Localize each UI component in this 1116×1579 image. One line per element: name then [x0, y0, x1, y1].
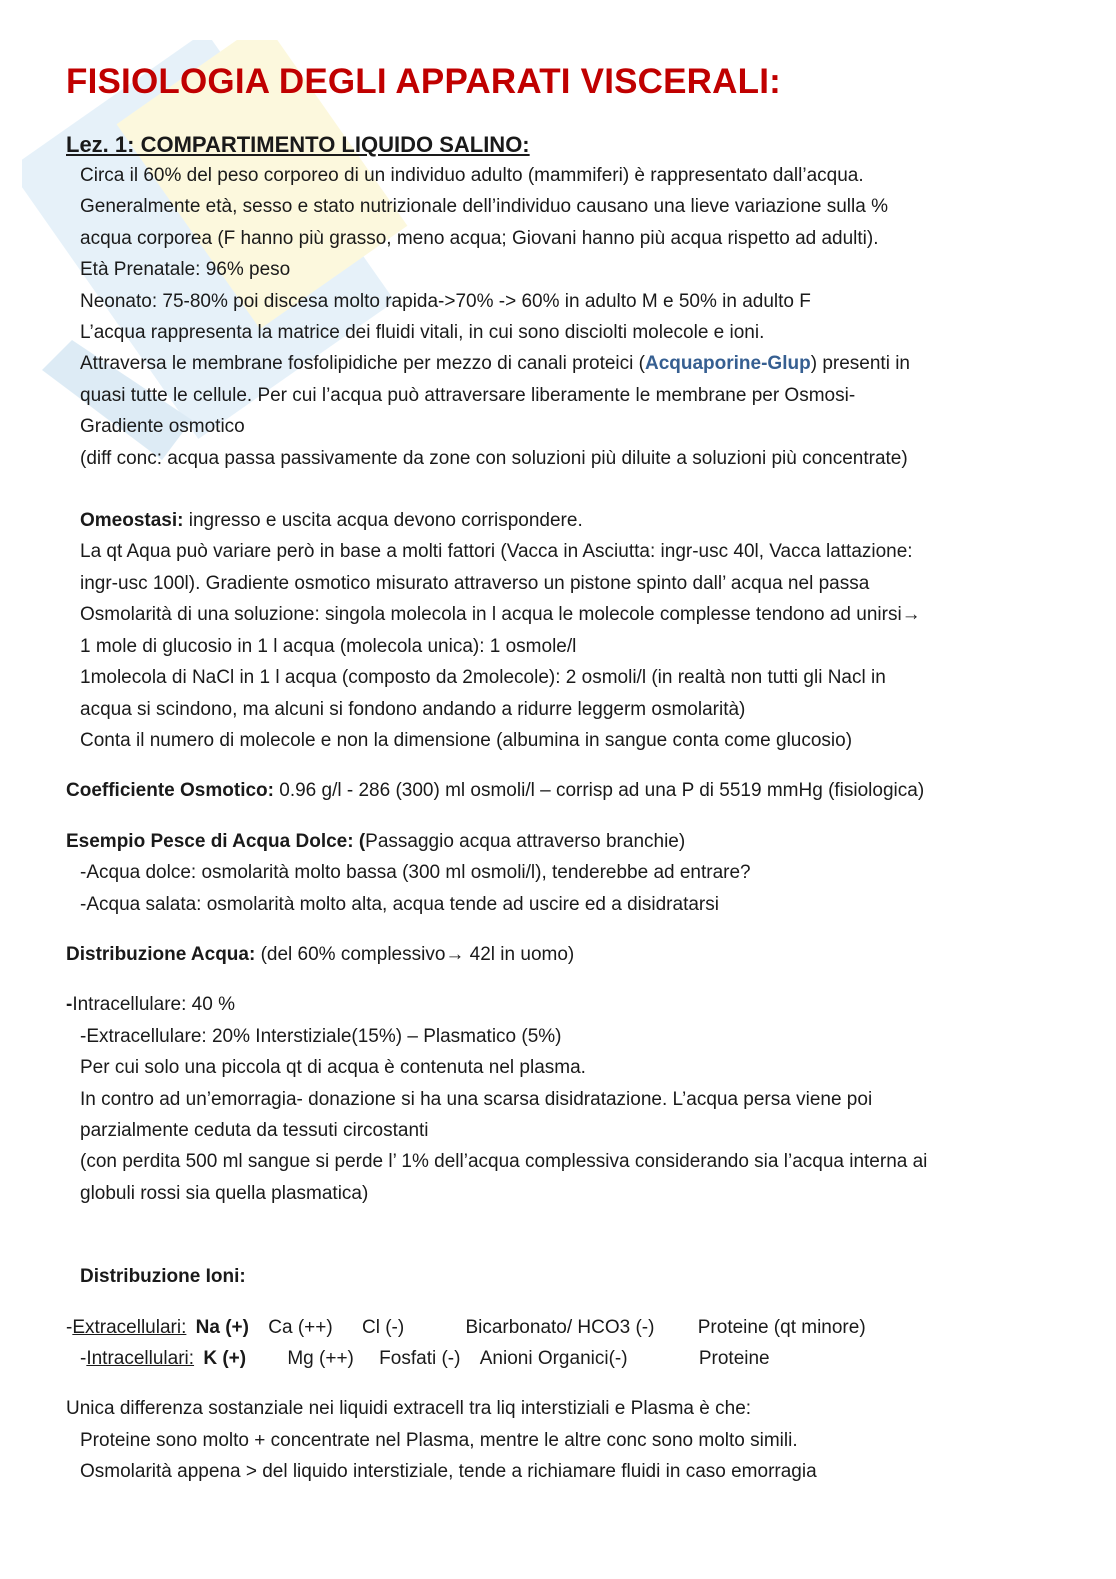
intracellulari-dash: - — [80, 1348, 87, 1369]
membrane-before: Attraversa le membrane fosfolipidiche per mezzo di canali proteici ( — [80, 353, 645, 375]
ioni-heading-text: Distribuzione Ioni: — [80, 1266, 246, 1288]
omeostasi-detail: ingr-usc 100l). Gradiente osmotico misurato attraverso un pistone spinto dall’ acqua nel passa — [80, 572, 870, 594]
omeostasi-detail: 1molecola di NaCl in 1 l acqua (composto da 2molecole): 2 osmoli/l (in realtà non tutti gli Nacl in — [80, 667, 886, 689]
coefficiente-text: 0.96 g/l - 286 (300) ml osmoli/l – corrisp ad una P di 5519 mmHg (fisiologica) — [273, 780, 925, 802]
distribuzione-detail: Per cui solo una piccola qt di acqua è contenuta nel plasma. — [80, 1057, 586, 1079]
intro-section — [66, 160, 1016, 756]
ion-k: K (+) — [203, 1348, 247, 1369]
intracellulari-row — [66, 1343, 1016, 1374]
extracellulari-row — [66, 1312, 1016, 1343]
intracellulare-text: Intracellulare: 40 % — [72, 994, 235, 1016]
extracellulari-label: Extracellulari: — [72, 1316, 187, 1338]
distribuzione-text: (del 60% complessivo→ 42l in uomo) — [255, 943, 575, 965]
omeostasi-detail: acqua si scindono, ma alcuni si fondono andando a ridurre leggerm osmolarità) — [80, 698, 746, 720]
distribuzione-detail: In contro ad un’emorragia- donazione si ha una scarsa disidratazione. L’acqua persa viene poi — [80, 1088, 873, 1110]
ion-na: Na (+) — [195, 1316, 249, 1338]
extracellulari-dash: - — [66, 1316, 73, 1338]
ion-anioni: Anioni Organici(-) — [479, 1348, 628, 1369]
proteine-extra: Proteine (qt minore) — [697, 1316, 866, 1338]
ion-fosfati: Fosfati (-) — [379, 1348, 461, 1369]
lesson-heading: Lez. 1: COMPARTIMENTO LIQUIDO SALINO: — [66, 132, 530, 157]
omeostasi-detail: Osmolarità di una soluzione: singola molecola in l acqua le molecole complesse tendono ad unirsi→ — [80, 604, 921, 626]
proteine-intra: Proteine — [698, 1348, 770, 1369]
omeostasi-detail: Conta il numero di molecole e non la dimensione (albumina in sangue conta come glucosio) — [80, 729, 853, 751]
membrane-line: Gradiente osmotico — [80, 416, 245, 438]
omeostasi-detail: La qt Aqua può variare però in base a molti fattori (Vacca in Asciutta: ingr-usc 40l, Vacca lattazione: — [80, 541, 913, 563]
membrane-line: (diff conc: acqua passa passivamente da zone con soluzioni più diluite a soluzioni più concentrate) — [80, 447, 908, 469]
distribuzione-detail: parzialmente ceduta da tessuti circostanti — [80, 1119, 429, 1141]
distribuzione-line — [66, 939, 1016, 970]
coefficiente-line — [66, 775, 1016, 806]
document-title: FISIOLOGIA DEGLI APPARATI VISCERALI: — [66, 62, 781, 101]
ion-hco3: Bicarbonato/ HCO3 (-) — [465, 1316, 655, 1338]
intro-line: Neonato: 75-80% poi discesa molto rapida->70% -> 60% in adulto M e 50% in adulto F — [80, 290, 811, 312]
ioni-heading — [66, 1261, 1016, 1292]
omeostasi-detail: 1 mole di glucosio in 1 l acqua (molecola unica): 1 osmole/l — [80, 635, 577, 657]
distribuzione-detail: -Extracellulare: 20% Interstiziale(15%) – Plasmatico (5%) — [80, 1025, 562, 1047]
conclusione-line: Proteine sono molto + concentrate nel Plasma, mentre le altre conc sono molto simili. — [80, 1429, 798, 1451]
esempio-line — [66, 826, 1016, 857]
intro-line: Circa il 60% del peso corporeo di un individuo adulto (mammiferi) è rappresentato dall’acqua. — [80, 165, 864, 186]
membrane-after: ) presenti in — [810, 353, 910, 375]
distribuzione-label: Distribuzione Acqua: — [66, 943, 256, 965]
ion-cl: Cl (-) — [361, 1316, 405, 1338]
omeostasi-text: ingresso e uscita acqua devono corrispondere. — [183, 510, 583, 532]
distribuzione-detail: globuli rossi sia quella plasmatica) — [80, 1182, 369, 1204]
intro-line: Generalmente età, sesso e stato nutrizionale dell’individuo causano una lieve variazione sulla % — [80, 196, 888, 218]
omeostasi-line — [80, 505, 1016, 536]
esempio-label: Esempio Pesce di Acqua Dolce: ( — [66, 830, 366, 852]
conclusione-line: Osmolarità appena > del liquido interstiziale, tende a richiamare fluidi in caso emorragia — [80, 1461, 817, 1483]
esempio-detail: -Acqua salata: osmolarità molto alta, acqua tende ad uscire ed a disidratarsi — [80, 893, 719, 915]
intro-line: acqua corporea (F hanno più grasso, meno acqua; Giovani hanno più acqua rispetto ad adulti). — [80, 227, 879, 249]
membrane-line: quasi tutte le cellule. Per cui l’acqua può attraversare liberamente le membrane per Osmosi- — [80, 384, 856, 406]
esempio-text: Passaggio acqua attraverso branchie) — [365, 830, 686, 852]
coefficiente-label: Coefficiente Osmotico: — [66, 780, 274, 802]
membrane-line — [80, 348, 1016, 379]
ion-mg: Mg (++) — [287, 1348, 354, 1369]
distribuzione-detail: (con perdita 500 ml sangue si perde l’ 1% dell’acqua complessiva considerando sia l’acqua interna ai — [80, 1151, 928, 1173]
intro-line: Età Prenatale: 96% peso — [80, 259, 291, 281]
intracellulari-label: Intracellulari: — [86, 1348, 195, 1369]
conclusione-line: Unica differenza sostanziale nei liquidi extracell tra liq interstiziali e Plasma è che: — [66, 1398, 752, 1420]
intracellulare-dash: - — [66, 994, 73, 1016]
ion-ca: Ca (++) — [268, 1316, 333, 1338]
omeostasi-label: Omeostasi: — [80, 510, 184, 532]
esempio-detail: -Acqua dolce: osmolarità molto bassa (300 ml osmoli/l), tenderebbe ad entrare? — [80, 862, 751, 884]
document-page — [66, 60, 1016, 1488]
acquaporine-highlight: Acquaporine-Glup — [644, 353, 811, 375]
intracellulare-line — [66, 989, 1016, 1020]
intro-line: L’acqua rappresenta la matrice dei fluidi vitali, in cui sono disciolti molecole e ioni. — [80, 322, 765, 344]
